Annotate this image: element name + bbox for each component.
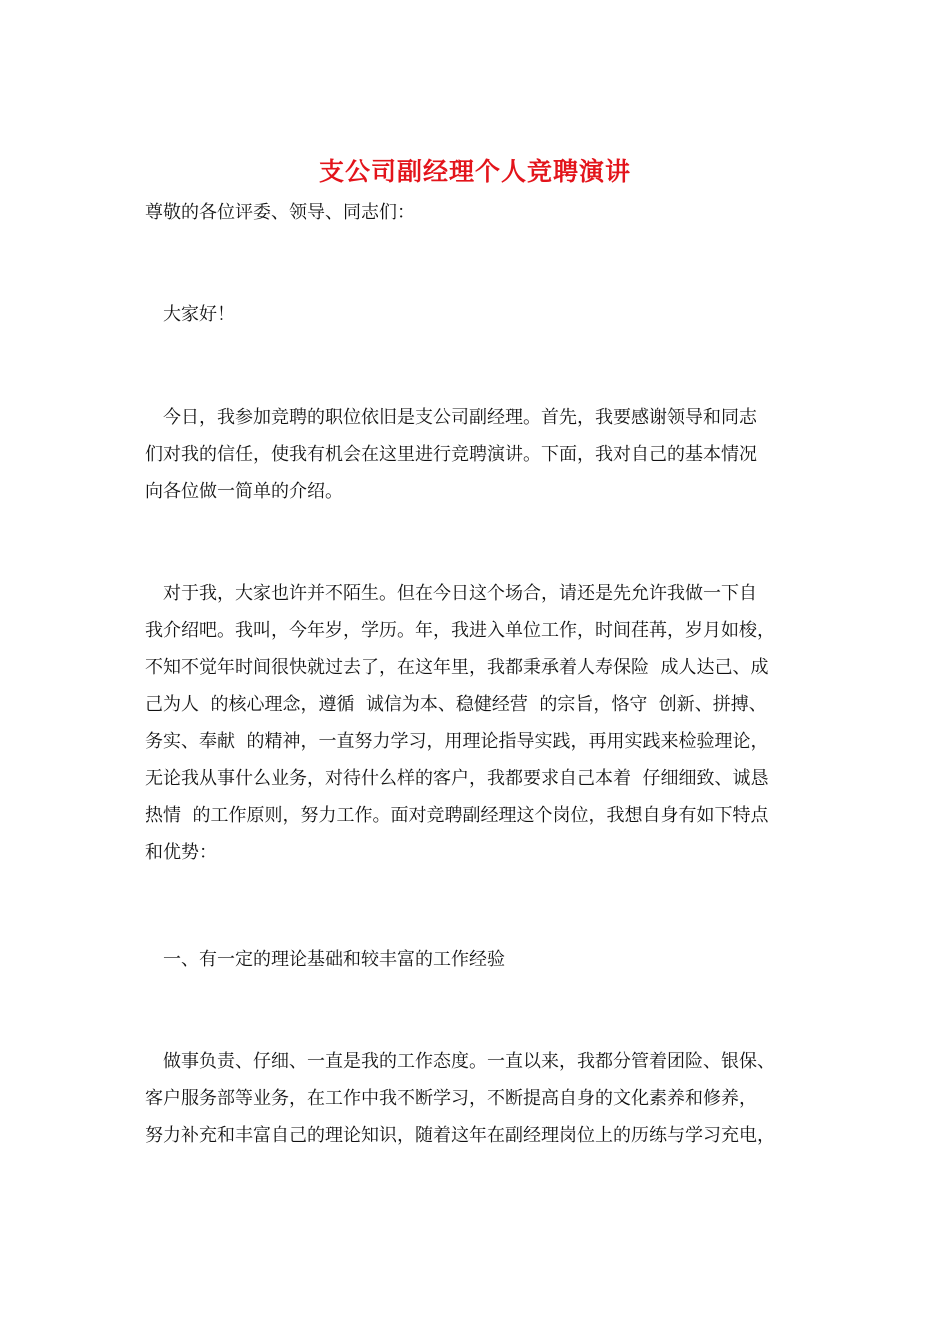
paragraph-2 (145, 575, 810, 871)
paragraph-line: 们对我的信任，使我有机会在这里进行竞聘演讲。下面，我对自己的基本情况 (145, 444, 757, 465)
paragraph-line: 务实、奉献 的精神，一直努力学习，用理论指导实践，再用实践来检验理论， (145, 731, 769, 752)
paragraph-line: 客户服务部等业务，在工作中我不断学习，不断提高自身的文化素养和修养， (145, 1088, 757, 1109)
paragraph-line: 热情 的工作原则，努力工作。面对竞聘副经理这个岗位，我想自身有如下特点 (145, 805, 769, 826)
greeting-text: 大家好！ (145, 304, 235, 325)
salutation (145, 194, 810, 231)
paragraph-1 (145, 399, 810, 510)
paragraph-line: 今日，我参加竞聘的职位依旧是支公司副经理。首先，我要感谢领导和同志 (145, 407, 757, 428)
paragraph-line: 对于我，大家也许并不陌生。但在今日这个场合，请还是先允许我做一下自 (145, 583, 757, 604)
paragraph-line: 我介绍吧。我叫，今年岁，学历。年，我进入单位工作，时间荏苒，岁月如梭， (145, 620, 775, 641)
document-title: 支公司副经理个人竞聘演讲 (318, 157, 631, 186)
greeting (145, 296, 810, 333)
paragraph-line: 不知不觉年时间很快就过去了，在这年里，我都秉承着人寿保险 成人达己、成 (145, 657, 769, 678)
paragraph-line: 和优势： (145, 842, 217, 863)
section-heading-1 (145, 941, 810, 978)
paragraph-line: 做事负责、仔细、一直是我的工作态度。一直以来，我都分管着团险、银保、 (145, 1051, 775, 1072)
paragraph-line: 努力补充和丰富自己的理论知识，随着这年在副经理岗位上的历练与学习充电， (145, 1125, 775, 1146)
salutation-text: 尊敬的各位评委、领导、同志们： (145, 202, 415, 223)
paragraph-3 (145, 1043, 810, 1154)
paragraph-line: 向各位做一简单的介绍。 (145, 481, 343, 502)
paragraph-line: 无论我从事什么业务，对待什么样的客户，我都要求自己本着 仔细细致、诚恳 (145, 768, 769, 789)
paragraph-line: 己为人 的核心理念，遵循 诚信为本、稳健经营 的宗旨，恪守 创新、拼搏、 (145, 694, 767, 715)
section-heading-text: 一、有一定的理论基础和较丰富的工作经验 (145, 949, 505, 970)
